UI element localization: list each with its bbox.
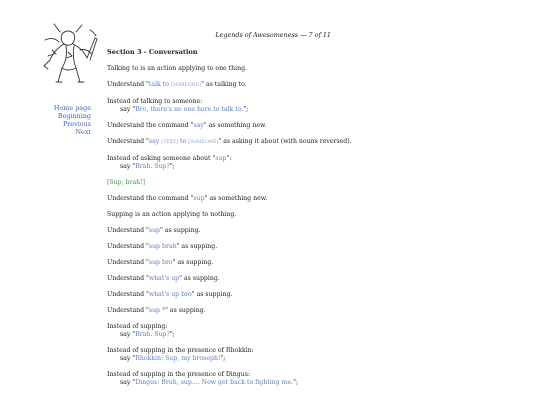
nav-beginning-link[interactable]: Beginning (57, 112, 91, 120)
line-supping-action: Supping is an action applying to nothing. (107, 211, 237, 218)
section-title: Section 3 - Conversation (107, 48, 198, 56)
page-indicator: 7 of 11 (308, 31, 331, 39)
line-understand-sup-star: Understand "sup *" as supping. (107, 307, 206, 314)
line-understand-say-to: Understand "say [TEXT] to [SOMEONE]" as asking it about (with nouns reversed). (107, 138, 352, 145)
line-understand-whats-up: Understand "what's up" as supping. (107, 275, 220, 282)
barbarian-logo (40, 20, 102, 86)
line-understand-sup-brah: Understand "sup brah" as supping. (107, 243, 218, 250)
rule-talking: Instead of talking to someone: say "Bro, there's no one here to talk to."; (107, 98, 249, 113)
line-talking-action: Talking to is an action applying to one thing. (107, 65, 248, 72)
header-separator: — (298, 31, 309, 39)
game-title: Legends of Awesomeness (215, 31, 299, 39)
line-understand-whats-up-bro: Understand "what's up bro" as supping. (107, 291, 233, 298)
line-understand-talk: Understand "talk to [SOMEONE]" as talking to. (107, 81, 247, 88)
source-text (107, 48, 437, 395)
nav-home-page-link[interactable]: Home page (53, 104, 91, 112)
line-understand-say: Understand the command "say" as something new. (107, 122, 267, 129)
line-understand-sup-bro: Understand "sup bro" as supping. (107, 259, 214, 266)
rule-asking-sup: Instead of asking someone about "sup": say "Brah. Sup?"; (107, 155, 232, 170)
page-header (0, 31, 331, 39)
nav-previous-link[interactable]: Previous (62, 120, 91, 128)
line-understand-sup: Understand "sup" as supping. (107, 227, 201, 234)
rule-supping-rhokkin: Instead of supping in the presence of Rhokkin: say "Rhokkin: Sup, my broseph!"; (107, 347, 254, 362)
output-sup-brah: [Sup, brah!] (107, 179, 146, 186)
nav-links (54, 104, 91, 136)
line-understand-sup-command: Understand the command "sup" as something new. (107, 195, 268, 202)
rule-supping: Instead of supping: say "Brah. Sup?"; (107, 323, 175, 338)
nav-next-link[interactable]: Next (75, 128, 91, 136)
rule-supping-dingus: Instead of supping in the presence of Dingus: say "Dingus: Bruh, sup.... Now get back to fighting me."; (107, 371, 299, 386)
